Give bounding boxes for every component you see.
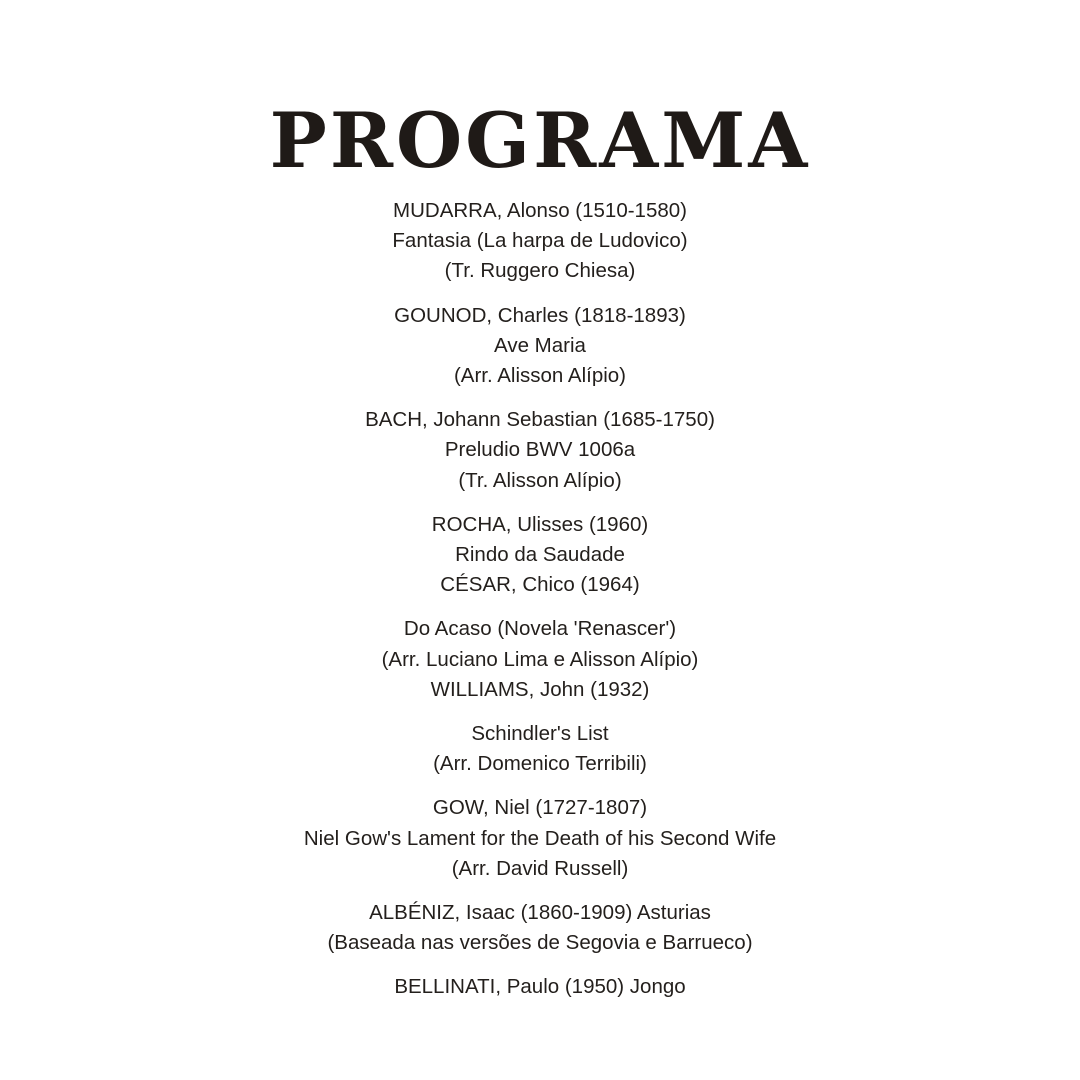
work-line: Fantasia (La harpa de Ludovico) xyxy=(392,229,688,253)
page-title: PROGRAMA xyxy=(269,96,811,185)
composer-line: MUDARRA, Alonso (1510-1580) xyxy=(393,199,687,222)
work-line: Ave Maria xyxy=(494,333,586,357)
arrangement-line: (Tr. Alisson Alípio) xyxy=(458,468,622,492)
program-entry-gow xyxy=(0,793,1080,884)
arrangement-line: (Arr. Luciano Lima e Alisson Alípio) xyxy=(381,647,699,671)
composer-line: CÉSAR, Chico (1964) xyxy=(440,573,640,597)
work-line: Niel Gow's Lament for the Death of his Second Wife xyxy=(303,826,777,850)
composer-line: ALBÉNIZ, Isaac (1860-1909) Asturias xyxy=(369,901,711,925)
arrangement-line: (Baseada nas versões de Segovia e Barrueco) xyxy=(327,931,753,955)
work-line: Rindo da Saudade xyxy=(455,543,625,567)
composer-line: WILLIAMS, John (1932) xyxy=(430,677,650,701)
program-entry-schindlers-list xyxy=(0,719,1080,779)
composer-line: GOW, Niel (1727-1807) xyxy=(432,796,648,820)
program-entry-gounod xyxy=(0,301,1080,392)
arrangement-line: (Arr. Alisson Alípio) xyxy=(453,364,627,388)
arrangement-line: (Arr. David Russell) xyxy=(451,856,629,880)
composer-line: ROCHA, Ulisses (1960) xyxy=(431,512,649,536)
composer-line: BACH, Johann Sebastian (1685-1750) xyxy=(365,408,715,432)
work-line: Do Acaso (Novela 'Renascer') xyxy=(403,617,677,641)
program-entry-mudarra xyxy=(0,196,1080,287)
work-line: Schindler's List xyxy=(471,722,609,746)
program-entry-rocha xyxy=(0,510,1080,601)
arrangement-line: (Arr. Domenico Terribili) xyxy=(433,752,647,776)
work-line: Preludio BWV 1006a xyxy=(444,438,636,462)
composer-line: GOUNOD, Charles (1818-1893) xyxy=(394,303,686,327)
composer-line: BELLINATI, Paulo (1950) Jongo xyxy=(394,975,686,999)
program-list xyxy=(0,196,1080,1017)
program-entry-albeniz xyxy=(0,898,1080,958)
program-entry-do-acaso xyxy=(0,614,1080,705)
program-entry-bach xyxy=(0,405,1080,496)
program-entry-bellinati xyxy=(0,972,1080,1002)
arrangement-line: (Tr. Ruggero Chiesa) xyxy=(444,259,636,283)
